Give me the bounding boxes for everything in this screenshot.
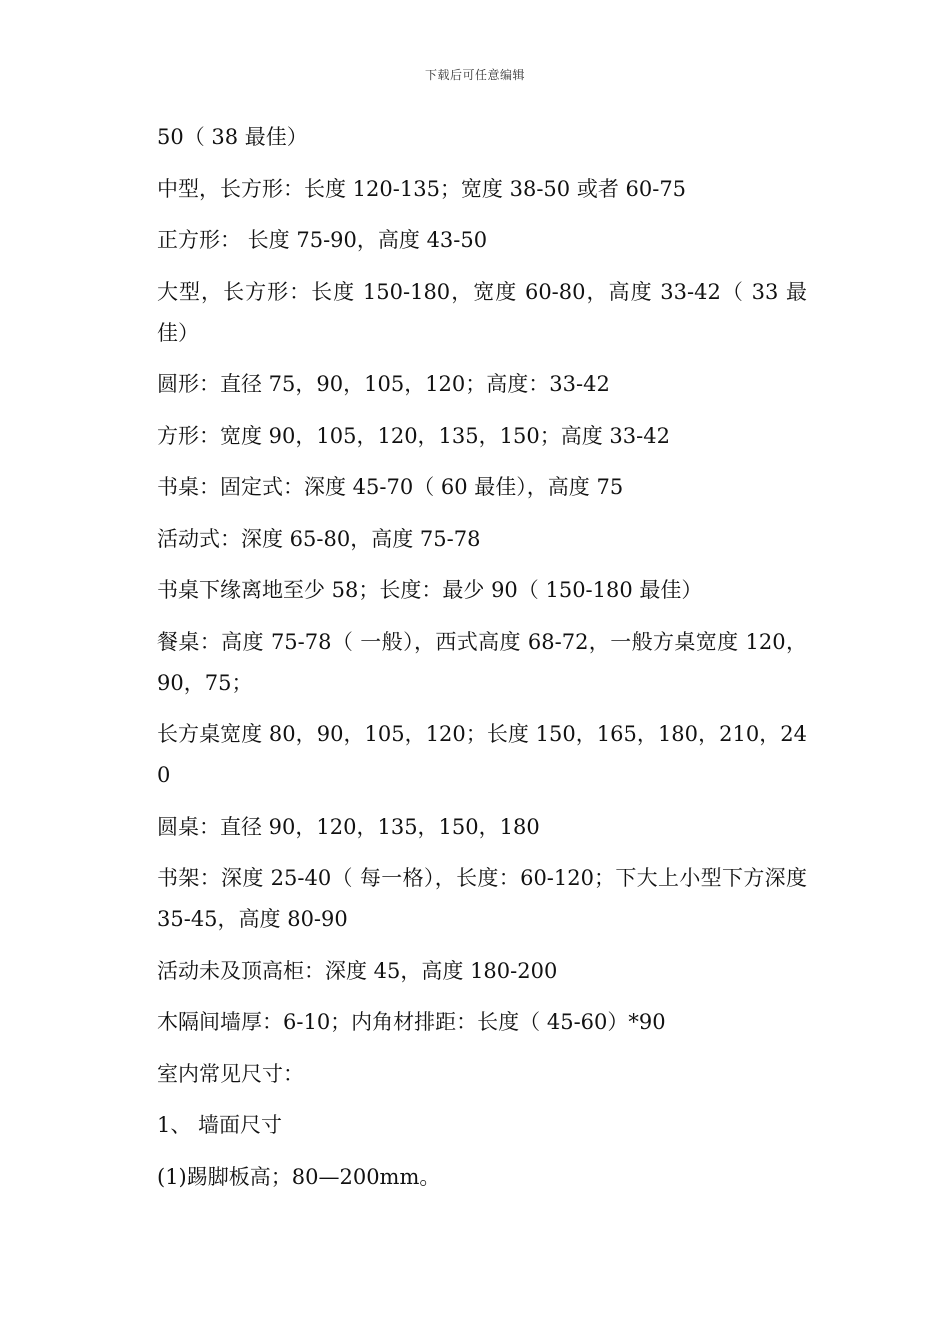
text-line: 正方形： 长度 75-90，高度 43-50	[157, 228, 488, 252]
text-line: 餐桌：高度 75-78（ 一般），西式高度 68-72，一般方桌宽度 120，90，75；	[157, 629, 807, 695]
text-line: 圆形：直径 75，90，105，120；高度：33-42	[157, 372, 610, 396]
document-body	[157, 117, 807, 1208]
text-line: 方形：宽度 90，105，120，135，150；高度 33-42	[157, 423, 670, 448]
text-line: 中型，长方形：长度 120-135；宽度 38-50 或者 60-75	[157, 176, 687, 201]
text-line: 活动未及顶高柜：深度 45，高度 180-200	[157, 958, 558, 983]
text-line: 木隔间墙厚：6-10；内角材排距：长度（ 45-60）*90	[157, 1010, 666, 1034]
text-line: 活动式：深度 65-80，高度 75-78	[157, 526, 481, 551]
page-header: 下载后可任意编辑	[424, 68, 525, 82]
text-line: 大型，长方形：长度 150-180，宽度 60-80，高度 33-42（ 33 最佳）	[157, 279, 807, 345]
text-line: 书架：深度 25-40（ 每一格），长度：60-120；下大上小型下方深度 35-45，高度 80-90	[157, 866, 807, 931]
text-line: 圆桌：直径 90，120，135，150，180	[157, 814, 540, 839]
text-line: 50（ 38 最佳）	[157, 125, 308, 149]
text-line: 书桌：固定式：深度 45-70（ 60 最佳），高度 75	[157, 475, 624, 499]
text-line: (1)踢脚板高；80—200mm。	[157, 1164, 441, 1189]
text-line: 书桌下缘离地至少 58；长度：最少 90（ 150-180 最佳）	[157, 578, 703, 602]
text-line: 1、 墙面尺寸	[157, 1113, 283, 1137]
text-line: 长方桌宽度 80，90，105，120；长度 150，165，180，210，240	[157, 722, 807, 787]
text-line: 室内常见尺寸：	[157, 1061, 304, 1086]
